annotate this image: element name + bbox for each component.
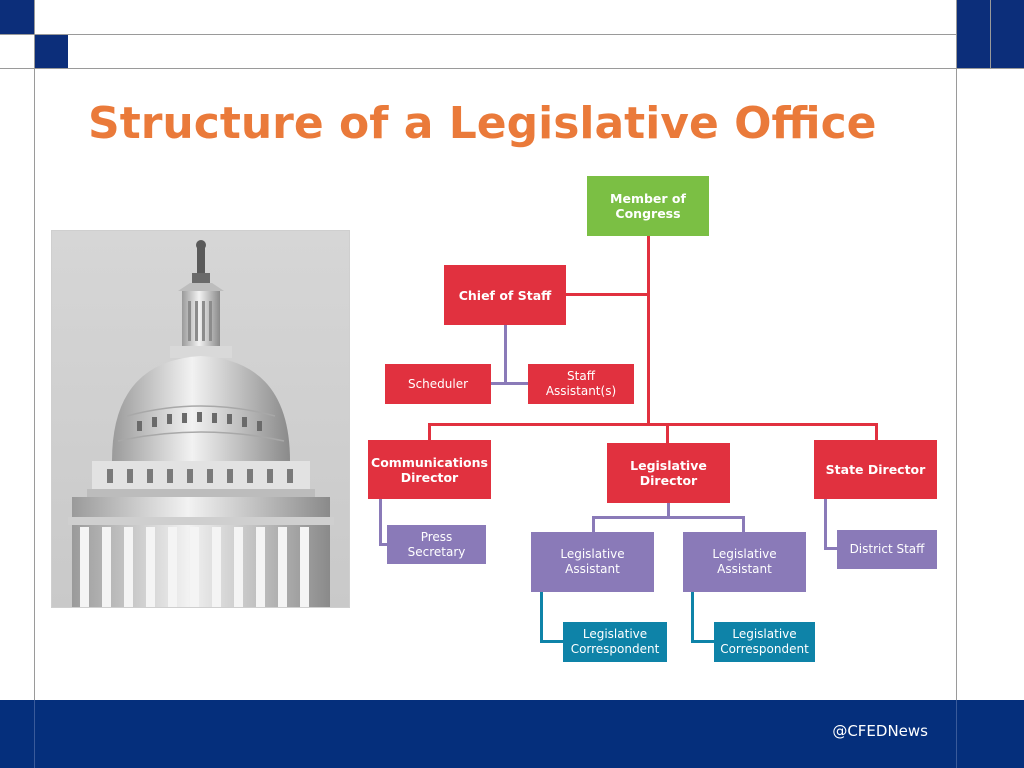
connector-la2-drop xyxy=(742,516,745,532)
connector-chief xyxy=(566,293,649,296)
slide-title: Structure of a Legislative Office xyxy=(88,98,877,149)
connector-lc1-v xyxy=(540,592,543,642)
press-secretary-node: Press Secretary xyxy=(387,525,486,564)
capitol-dome-photo xyxy=(51,230,350,608)
connector-chief-staff-drop xyxy=(504,325,507,385)
scheduler-node: Scheduler xyxy=(385,364,491,404)
corner-square-top-right xyxy=(957,0,990,68)
frame-top-line xyxy=(0,34,1024,35)
connector-lc2-v xyxy=(691,592,694,642)
chief-of-staff-node: Chief of Staff xyxy=(444,265,566,325)
state-director-node: State Director xyxy=(814,440,937,499)
connector-lc2-h xyxy=(691,640,714,643)
connector-leg-drop xyxy=(666,423,669,443)
footer-twitter-handle: @CFEDNews xyxy=(832,722,928,740)
connector-director-bar xyxy=(428,423,878,426)
frame-right-line xyxy=(956,0,957,768)
corner-square-top-left-2 xyxy=(35,35,68,68)
legislative-correspondent-node-1: Legislative Correspondent xyxy=(563,622,667,662)
communications-director-node: Communications Director xyxy=(368,440,491,499)
frame-left-line xyxy=(34,0,35,768)
capitol-dome-image xyxy=(52,231,349,607)
connector-press-h xyxy=(379,543,387,546)
connector-la-bar xyxy=(592,516,745,519)
connector-press-v xyxy=(379,499,382,545)
district-staff-node: District Staff xyxy=(837,530,937,569)
connector-leg-director-drop xyxy=(667,503,670,517)
connector-chief-staff-bar xyxy=(491,382,528,385)
staff-assistant-node: Staff Assistant(s) xyxy=(528,364,634,404)
connector-state-drop xyxy=(875,423,878,440)
legislative-assistant-node-1: Legislative Assistant xyxy=(531,532,654,592)
connector-comm-drop xyxy=(428,423,431,440)
corner-square-top-right-2 xyxy=(991,0,1024,68)
legislative-correspondent-node-2: Legislative Correspondent xyxy=(714,622,815,662)
footer-left-line xyxy=(34,700,35,768)
connector-la1-drop xyxy=(592,516,595,532)
connector-district-v xyxy=(824,499,827,549)
legislative-assistant-node-2: Legislative Assistant xyxy=(683,532,806,592)
legislative-director-node: Legislative Director xyxy=(607,443,730,503)
footer-right-line xyxy=(956,700,957,768)
connector-lc1-h xyxy=(540,640,563,643)
connector-district-h xyxy=(824,547,837,550)
member-of-congress-node: Member of Congress xyxy=(587,176,709,236)
corner-square-top-left xyxy=(0,0,34,34)
frame-header-line xyxy=(0,68,1024,69)
connector-member-trunk xyxy=(647,236,650,426)
